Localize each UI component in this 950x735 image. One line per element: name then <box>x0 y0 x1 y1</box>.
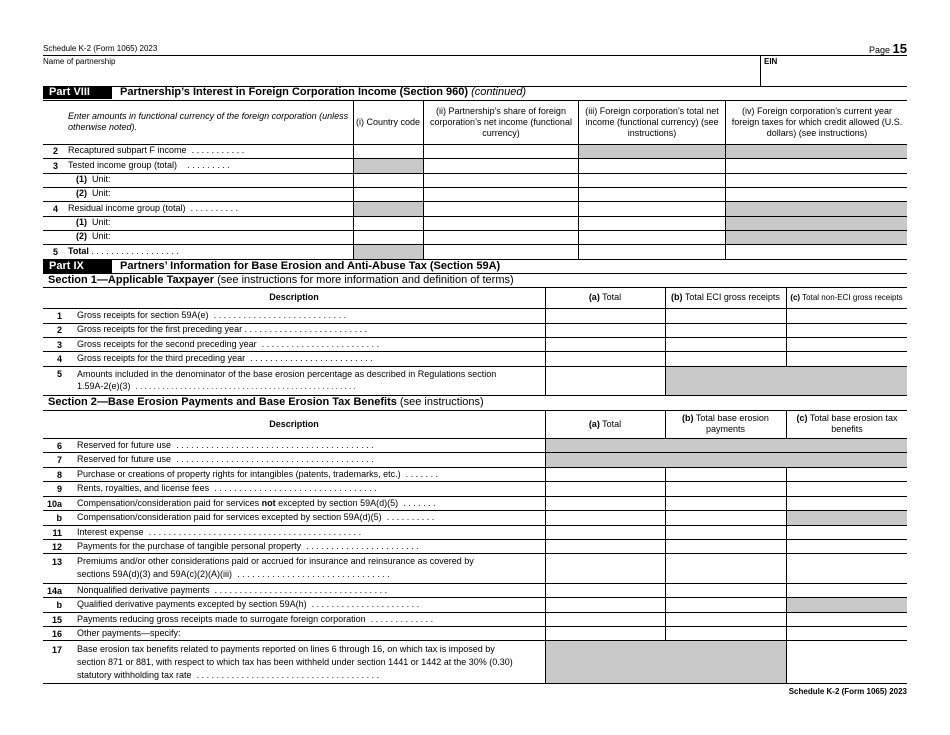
s1-row1-total-input[interactable] <box>546 309 665 322</box>
section1-col-c-text: Total non-ECI gross receipts <box>802 293 903 302</box>
part8-row3-col-iv-input[interactable] <box>726 159 907 173</box>
row-label <box>77 498 436 510</box>
sub-number: (2) <box>76 231 87 241</box>
row-label <box>77 599 419 611</box>
leader-dots: . . . . . . . . . . . <box>191 145 245 155</box>
leader-dots: . . . . . . . . . . . . . . . . . . . . . . . . . . . . . . . . . . . . . . . . . . . <box>148 527 362 537</box>
ein-label: EIN <box>764 57 778 66</box>
section1-col-a-text: Total <box>602 292 622 302</box>
row-label <box>68 145 244 157</box>
row-label-text-2: excepted by section 59A(d)(5) <box>275 498 399 508</box>
leader-dots: . . . . . . . . . . . . . . . . . . . . . . . . <box>261 339 380 349</box>
row-number: 7 <box>56 455 62 465</box>
row-number: 2 <box>56 325 62 335</box>
part8-col-ii-num: (ii) <box>436 106 447 116</box>
section1-title <box>48 274 514 287</box>
leader-dots: . . . . . . . . . . . . . <box>370 614 434 624</box>
leader-dots: . . . . . . . . . . . . . . . . . . . . . . . . . . . <box>213 310 347 320</box>
row-label-text: Nonqualified derivative payments <box>77 585 210 595</box>
row-number: b <box>56 513 62 523</box>
row-label-line3 <box>77 670 379 682</box>
form-id-footer: Schedule K-2 (Form 1065) 2023 <box>788 687 907 696</box>
row-label-text: Unit: <box>92 174 111 184</box>
row-number: 8 <box>56 470 62 480</box>
s2-row8-total-input[interactable] <box>546 468 665 481</box>
leader-dots: . . . . . . . . . . . . . . . . . . . . . . . . . . . . . . . . . . . . . . . . <box>176 440 374 450</box>
s2-row8-payments-input[interactable] <box>666 468 786 481</box>
s1-row1-eci-input[interactable] <box>666 309 786 322</box>
part8-row5-col-ii-input[interactable] <box>424 245 578 259</box>
leader-dots: . . . . . . . . . . . . . . . . . . . . . . . . . <box>244 324 368 334</box>
row-label-text-2: sections 59A(d)(3) and 59A(c)(2)(A)(iii) <box>77 569 233 579</box>
row-label-text: Gross receipts for section 59A(e) <box>77 310 209 320</box>
row-label <box>77 614 433 626</box>
row-label <box>68 246 179 258</box>
row-label-text: Reserved for future use <box>77 454 172 464</box>
section2-title-text: Section 2—Base Erosion Payments and Base Erosion Tax Benefits <box>48 396 397 408</box>
section1-col-b-num: (b) <box>671 292 683 302</box>
leader-dots: . . . . . . . . . . . . . . . . . . . . . . . . . . . . . . . <box>237 569 390 579</box>
row-number: 2 <box>52 146 58 156</box>
section2-col-a <box>545 419 665 430</box>
row-label <box>77 527 361 539</box>
row-label-text-2: 1.59A-2(e)(3) <box>77 381 131 391</box>
row-number: 16 <box>51 629 62 639</box>
section1-col-a-num: (a) <box>588 292 600 302</box>
row-number: 17 <box>51 645 62 655</box>
part8-col-iv-num: (iv) <box>742 106 755 116</box>
row-label <box>76 174 111 186</box>
part8-title <box>120 86 526 99</box>
form-id-header: Schedule K-2 (Form 1065) 2023 <box>43 44 158 53</box>
leader-dots: . . . . . . . . . . . . . . . . . . . . . . . . . <box>250 353 373 363</box>
sub-number: (1) <box>76 217 87 227</box>
row-label <box>77 469 438 481</box>
part8-row3-col-ii-input[interactable] <box>424 159 578 173</box>
row-label-text: Qualified derivative payments excepted by section 59A(h) <box>77 599 307 609</box>
section2-col-c <box>790 413 904 435</box>
row-number: b <box>56 600 62 610</box>
row-number: 3 <box>56 340 62 350</box>
row-label-text: Unit: <box>92 231 111 241</box>
row-number: 10a <box>46 499 62 509</box>
leader-dots: . . . . . . . . . . . . . . . . . . . . . . . . . . . . . . . . . . . <box>214 585 388 595</box>
row-label <box>68 160 230 172</box>
leader-dots: . . . . . . . . . . . . . . . . . . . . . . . . . . . . . . . . . . . . . . . . <box>176 454 374 464</box>
sub-number: (2) <box>76 188 87 198</box>
row-number: 11 <box>52 528 62 538</box>
row-label <box>77 339 379 351</box>
section2-col-c-text: Total base erosion tax benefits <box>809 413 898 434</box>
section1-col-c <box>786 292 907 303</box>
s2-row8-benefits-input[interactable] <box>787 468 907 481</box>
section1-title-note: (see instructions for more information and definition of terms) <box>217 274 514 286</box>
row-label-emphasis: not <box>261 498 276 508</box>
leader-dots: . . . . . . . . . . . . . . . . . . . . . . <box>311 599 420 609</box>
part9-title: Partners’ Information for Base Erosion and Anti-Abuse Tax (Section 59A) <box>120 260 501 272</box>
row-label <box>77 585 387 597</box>
row-label-text: Total <box>68 246 89 256</box>
row-label <box>77 324 367 336</box>
row-label <box>77 310 346 322</box>
row-label-text: Compensation/consideration paid for services <box>77 498 262 508</box>
row-label <box>77 454 374 466</box>
row-number: 4 <box>52 204 58 214</box>
row-number: 3 <box>52 161 58 171</box>
leader-dots: . . . . . . . . . . <box>190 203 239 213</box>
part8-title-note: (continued) <box>471 86 527 98</box>
row-label-text: Gross receipts for the third preceding year <box>77 353 246 363</box>
row-label <box>68 203 238 215</box>
section1-desc-header: Description <box>269 292 319 302</box>
row-number: 6 <box>56 441 62 451</box>
section1-title-text: Section 1—Applicable Taxpayer <box>48 274 215 286</box>
row-label-text: Gross receipts for the first preceding year <box>77 324 243 334</box>
row-label-text: Tested income group (total) <box>68 160 178 170</box>
section2-col-c-num: (c) <box>796 413 808 423</box>
row-label-text: Base erosion tax benefits related to payments reported on lines 6 through 16, on which tax is imposed by <box>77 644 495 654</box>
leader-dots: . . . . . . . . . . . . . . . . . . . . . . . . . . . . . . . . . . . . . <box>196 670 380 680</box>
row-label-text-2: section 871 or 881, with respect to which tax has been withheld under section 1441 or 1442 at the 30% (0.30) <box>77 657 513 667</box>
section2-col-a-text: Total <box>602 419 622 429</box>
other-payments-specify-input[interactable] <box>185 627 540 640</box>
row-number: 14a <box>46 586 62 596</box>
section2-col-b <box>672 413 779 435</box>
leader-dots: . . . . . . . . . <box>187 160 230 170</box>
part8-col-iii <box>581 106 723 139</box>
row-number: 9 <box>56 484 62 494</box>
row-number: 1 <box>56 311 62 321</box>
part8-col-i-text: Country code <box>366 117 421 127</box>
page-label: Page <box>868 45 891 55</box>
leader-dots: . . . . . . . <box>405 469 439 479</box>
page-number <box>869 41 907 56</box>
row-label-text: Amounts included in the denominator of the base erosion percentage as described in Regulations section <box>77 369 497 379</box>
section2-col-b-text: Total base erosion payments <box>695 413 769 434</box>
part9-tag: Part IX <box>43 260 112 273</box>
part8-col-iv-text: Foreign corporation’s current year foreign taxes for which credit allowed (U.S. dollars) (see instructions) <box>731 106 903 138</box>
row-label-text: Premiums and/or other considerations paid or accrued for insurance and reinsurance as covered by <box>77 556 474 566</box>
row-number: 5 <box>56 369 62 379</box>
row-label-text: Reserved for future use <box>77 440 172 450</box>
section2-title <box>48 396 484 409</box>
row-label <box>76 231 111 243</box>
section1-col-a <box>545 292 665 303</box>
row-label <box>77 353 373 365</box>
section2-col-b-num: (b) <box>682 413 694 423</box>
leader-dots: . . . . . . . . . . . . . . . . . . . . . . . . . . . . . . . . . . . . . . . . . . . . . . . . . . <box>135 382 356 391</box>
s1-row1-non-eci-input[interactable] <box>787 309 907 322</box>
section1-col-c-num: (c) <box>790 293 801 302</box>
part8-intro: Enter amounts in functional currency of the foreign corporation (unless otherwise noted). <box>68 111 349 132</box>
part8-col-i <box>353 117 423 128</box>
part8-tag: Part VIII <box>43 86 112 99</box>
s1-row5-total-input[interactable] <box>546 367 665 395</box>
row-label-text: Interest expense <box>77 527 144 537</box>
part8-col-iii-num: (iii) <box>585 106 598 116</box>
s2-row17-benefits-input[interactable] <box>787 641 907 683</box>
row-label-text: Rents, royalties, and license fees <box>77 483 210 493</box>
row-number: 13 <box>51 557 62 567</box>
section1-col-b-text: Total ECI gross receipts <box>684 292 780 302</box>
part8-row3-col-iii-input[interactable] <box>579 159 725 173</box>
part8-col-i-num: (i) <box>355 117 364 127</box>
row-label <box>77 512 434 524</box>
part8-col-ii-text: Partnership’s share of foreign corporation’s net income (functional currency) <box>430 106 572 138</box>
part8-col-iv <box>728 106 906 139</box>
row-label-text: Recaptured subpart F income <box>68 145 187 155</box>
leader-dots: . . . . . . . . . . . . . . . . . . <box>91 246 179 256</box>
row-label-text: Compensation/consideration paid for services excepted by section 59A(d)(5) <box>77 512 382 522</box>
leader-dots: . . . . . . . . . . <box>386 512 435 522</box>
row-number: 5 <box>52 247 58 257</box>
row-label-text: Residual income group (total) <box>68 203 186 213</box>
row-label-text: Purchase or creations of property rights for intangibles (patents, trademarks, etc.) <box>77 469 401 479</box>
row-label <box>76 188 111 200</box>
row-label <box>77 541 419 553</box>
row-label-text: Other payments—specify: <box>77 628 181 638</box>
leader-dots: . . . . . . . <box>403 498 436 508</box>
part8-title-text: Partnership’s Interest in Foreign Corporation Income (Section 960) <box>120 86 468 98</box>
row-number: 12 <box>51 542 62 552</box>
leader-dots: . . . . . . . . . . . . . . . . . . . . . . . . . . . . . . . . . <box>214 483 377 493</box>
part8-col-ii <box>426 106 576 139</box>
row-label-text: Unit: <box>92 188 111 198</box>
row-label-text: Unit: <box>92 217 111 227</box>
part8-row2-col-ii-input[interactable] <box>424 145 578 158</box>
row-label <box>77 483 377 495</box>
leader-dots: . . . . . . . . . . . . . . . . . . . . . . . <box>306 541 419 551</box>
ein-field[interactable] <box>764 68 906 84</box>
row-label <box>76 217 111 229</box>
page-number-value: 15 <box>892 41 907 56</box>
section2-title-note: (see instructions) <box>399 396 484 408</box>
partnership-name-field[interactable] <box>44 68 756 84</box>
section2-col-a-num: (a) <box>588 419 600 429</box>
row-label-text: Payments reducing gross receipts made to surrogate foreign corporation <box>77 614 366 624</box>
row-label-text: Gross receipts for the second preceding year <box>77 339 257 349</box>
partnership-name-label: Name of partnership <box>43 57 116 66</box>
row-label-line2 <box>77 569 390 581</box>
row-label <box>77 440 374 452</box>
section2-desc-header: Description <box>269 419 319 429</box>
row-number: 4 <box>56 354 62 364</box>
part8-col-iii-text: Foreign corporation’s total net income (functional currency) (see instructions) <box>585 106 719 138</box>
row-label-text-3: statutory withholding tax rate <box>77 670 192 680</box>
row-label-line2 <box>77 381 356 393</box>
sub-number: (1) <box>76 174 87 184</box>
row-number: 15 <box>51 615 62 625</box>
section1-col-b <box>665 292 786 303</box>
row-label-text: Payments for the purchase of tangible personal property <box>77 541 302 551</box>
